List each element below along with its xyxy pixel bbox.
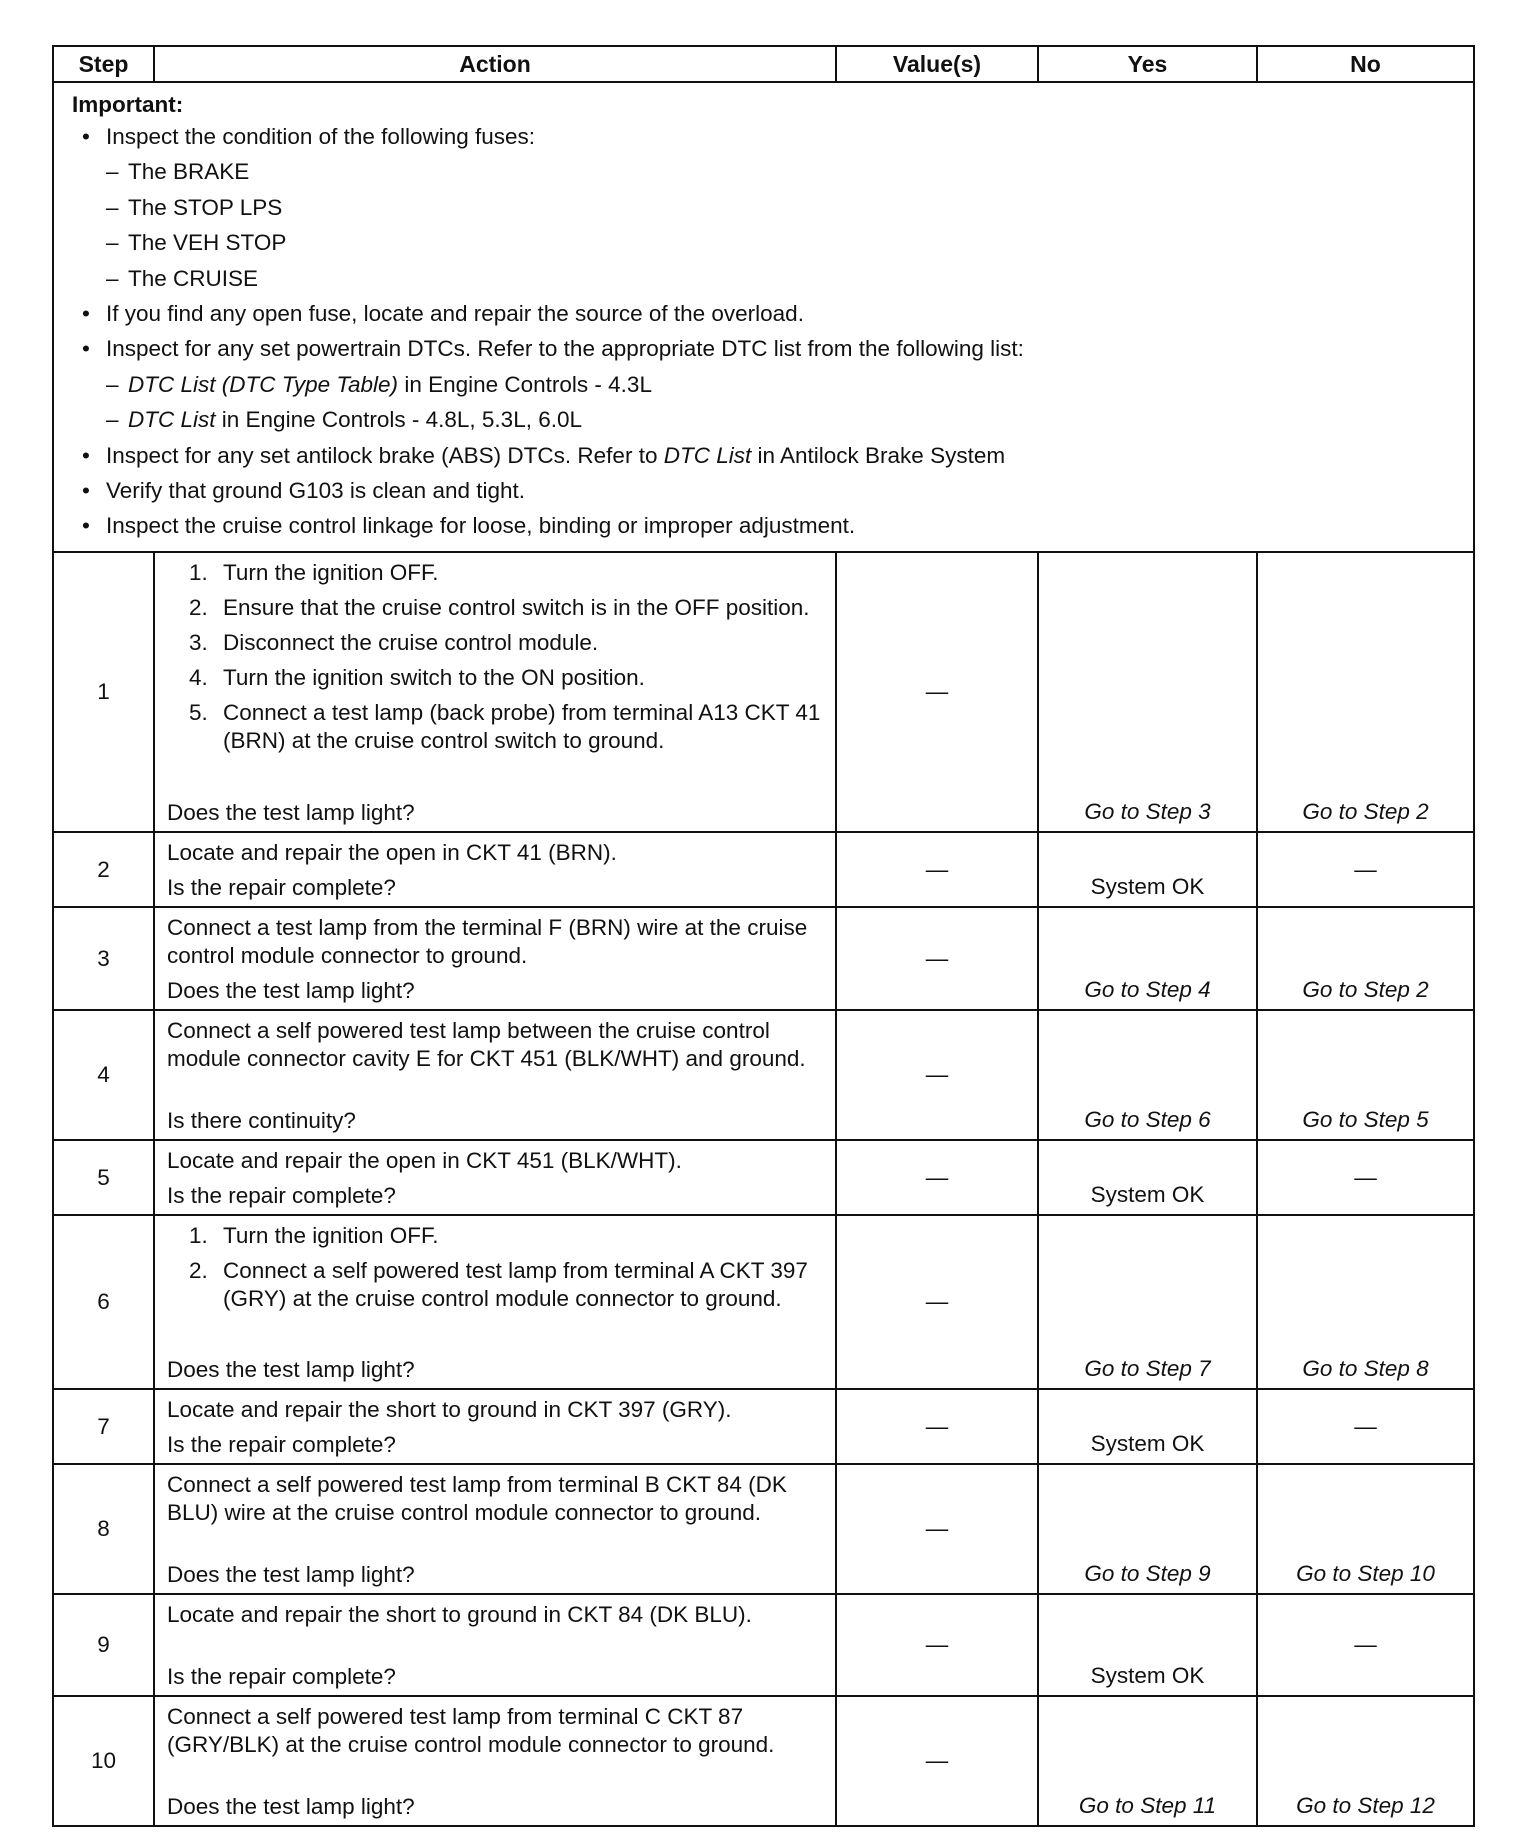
table-row bbox=[53, 552, 1474, 832]
step-number: 5 bbox=[53, 1140, 154, 1215]
action-list bbox=[167, 559, 823, 755]
action-item-number: 5. bbox=[189, 700, 208, 725]
step-number: 6 bbox=[53, 1215, 154, 1389]
action-content bbox=[155, 1595, 835, 1695]
action-item-number: 1. bbox=[189, 560, 208, 585]
yes-result: Go to Step 6 bbox=[1038, 1010, 1257, 1140]
action-text: Locate and repair the short to ground in CKT 397 (GRY). bbox=[167, 1397, 732, 1422]
linkage-note: • Inspect the cruise control linkage for loose, binding or improper adjustment. bbox=[72, 508, 1459, 543]
action-question: Does the test lamp light? bbox=[167, 1562, 415, 1587]
action-item-text: Connect a test lamp (back probe) from terminal A13 CKT 41 (BRN) at the cruise control switch to ground. bbox=[223, 700, 821, 753]
no-result: Go to Step 5 bbox=[1257, 1010, 1474, 1140]
important-cell bbox=[53, 82, 1474, 552]
action-item bbox=[167, 1222, 823, 1250]
no-result: — bbox=[1257, 1140, 1474, 1215]
action-question: Is the repair complete? bbox=[167, 1664, 396, 1689]
action-item-number: 1. bbox=[189, 1223, 208, 1248]
action-question: Does the test lamp light? bbox=[167, 800, 415, 825]
action-header: Action bbox=[154, 46, 836, 82]
action-instructions bbox=[167, 1147, 823, 1175]
action-question: Does the test lamp light? bbox=[167, 1357, 415, 1382]
action-item-text: Ensure that the cruise control switch is in the OFF position. bbox=[223, 595, 810, 620]
action-question: Is the repair complete? bbox=[167, 875, 396, 900]
step-number: 1 bbox=[53, 552, 154, 832]
action-cell bbox=[154, 1389, 836, 1464]
table-row bbox=[53, 1140, 1474, 1215]
action-cell bbox=[154, 1140, 836, 1215]
dtc-list bbox=[106, 367, 1459, 438]
dtc-intro: Inspect for any set powertrain DTCs. Refer to the appropriate DTC list from the following list: bbox=[106, 336, 1024, 362]
action-instructions bbox=[167, 914, 823, 970]
action-item bbox=[167, 664, 823, 692]
table-row bbox=[53, 1215, 1474, 1389]
table-row bbox=[53, 1696, 1474, 1826]
action-list bbox=[167, 1222, 823, 1313]
step-number: 8 bbox=[53, 1464, 154, 1594]
action-content bbox=[155, 908, 835, 1009]
action-cell bbox=[154, 907, 836, 1010]
diagnostic-table bbox=[52, 45, 1475, 1827]
yes-header: Yes bbox=[1038, 46, 1257, 82]
action-item-text: Turn the ignition switch to the ON position. bbox=[223, 665, 645, 690]
value-cell: — bbox=[836, 1594, 1038, 1696]
value-cell: — bbox=[836, 1464, 1038, 1594]
action-content bbox=[155, 833, 835, 906]
value-cell: — bbox=[836, 1140, 1038, 1215]
fuse-item: – The BRAKE bbox=[106, 154, 1459, 189]
abs-ref: DTC List bbox=[663, 442, 752, 468]
action-item-text: Connect a self powered test lamp from terminal A CKT 397 (GRY) at the cruise control module connector to ground. bbox=[223, 1258, 808, 1311]
no-result: Go to Step 2 bbox=[1257, 907, 1474, 1010]
action-item-text: Turn the ignition OFF. bbox=[223, 560, 439, 585]
value-cell: — bbox=[836, 832, 1038, 907]
action-item bbox=[167, 594, 823, 622]
action-text: Connect a test lamp from the terminal F (BRN) wire at the cruise control module connector to ground. bbox=[167, 915, 808, 968]
ground-note: • Verify that ground G103 is clean and tight. bbox=[72, 473, 1459, 508]
step-number: 7 bbox=[53, 1389, 154, 1464]
action-content bbox=[155, 1141, 835, 1214]
abs-post: in Antilock Brake System bbox=[751, 442, 1006, 468]
action-content bbox=[155, 1216, 835, 1388]
action-instructions bbox=[167, 1703, 823, 1759]
action-question: Does the test lamp light? bbox=[167, 1794, 415, 1819]
no-header: No bbox=[1257, 46, 1474, 82]
dtc-ref-rest: in Engine Controls - 4.3L bbox=[398, 371, 652, 397]
action-content bbox=[155, 1697, 835, 1825]
header-row bbox=[53, 46, 1474, 82]
no-result: — bbox=[1257, 1594, 1474, 1696]
table-row bbox=[53, 1389, 1474, 1464]
no-result: — bbox=[1257, 832, 1474, 907]
action-instructions bbox=[167, 1601, 823, 1629]
table-row bbox=[53, 1010, 1474, 1140]
action-text: Locate and repair the short to ground in CKT 84 (DK BLU). bbox=[167, 1602, 752, 1627]
action-instructions bbox=[167, 1471, 823, 1527]
action-item-number: 2. bbox=[189, 595, 208, 620]
value-cell: — bbox=[836, 1389, 1038, 1464]
table-row bbox=[53, 907, 1474, 1010]
action-item-text: Disconnect the cruise control module. bbox=[223, 630, 599, 655]
value-cell: — bbox=[836, 1696, 1038, 1826]
yes-result: Go to Step 4 bbox=[1038, 907, 1257, 1010]
action-instructions bbox=[167, 839, 823, 867]
action-cell bbox=[154, 552, 836, 832]
action-cell bbox=[154, 1464, 836, 1594]
dtc-ref-title: DTC List (DTC Type Table) bbox=[128, 371, 399, 397]
value-cell: — bbox=[836, 1215, 1038, 1389]
action-text: Connect a self powered test lamp from terminal B CKT 84 (DK BLU) wire at the cruise control module connector to ground. bbox=[167, 1472, 787, 1525]
table-row bbox=[53, 832, 1474, 907]
yes-result: System OK bbox=[1038, 832, 1257, 907]
dtc-ref-4-3l bbox=[106, 367, 1459, 402]
yes-result: System OK bbox=[1038, 1140, 1257, 1215]
action-cell bbox=[154, 1594, 836, 1696]
open-fuse-note: • If you find any open fuse, locate and repair the source of the overload. bbox=[72, 296, 1459, 331]
value-cell: — bbox=[836, 552, 1038, 832]
action-item-number: 3. bbox=[189, 630, 208, 655]
no-result: Go to Step 10 bbox=[1257, 1464, 1474, 1594]
dtc-ref-rest: in Engine Controls - 4.8L, 5.3L, 6.0L bbox=[215, 407, 582, 433]
step-number: 10 bbox=[53, 1696, 154, 1826]
action-content bbox=[155, 1011, 835, 1139]
action-content bbox=[155, 1390, 835, 1463]
action-item bbox=[167, 1257, 823, 1313]
action-question: Is the repair complete? bbox=[167, 1183, 396, 1208]
important-label: Important: bbox=[72, 92, 184, 117]
value-cell: — bbox=[836, 907, 1038, 1010]
list-item bbox=[72, 119, 1459, 296]
fuse-item: – The CRUISE bbox=[106, 261, 1459, 296]
step-header: Step bbox=[53, 46, 154, 82]
action-question: Does the test lamp light? bbox=[167, 978, 415, 1003]
no-result: Go to Step 2 bbox=[1257, 552, 1474, 832]
action-instructions bbox=[167, 559, 823, 762]
yes-result: Go to Step 11 bbox=[1038, 1696, 1257, 1826]
action-item bbox=[167, 699, 823, 755]
no-result: Go to Step 8 bbox=[1257, 1215, 1474, 1389]
action-item-number: 4. bbox=[189, 665, 208, 690]
action-text: Locate and repair the open in CKT 41 (BRN). bbox=[167, 840, 617, 865]
values-header: Value(s) bbox=[836, 46, 1038, 82]
yes-result: System OK bbox=[1038, 1594, 1257, 1696]
no-result: — bbox=[1257, 1389, 1474, 1464]
yes-result: Go to Step 7 bbox=[1038, 1215, 1257, 1389]
fuse-item: – The VEH STOP bbox=[106, 225, 1459, 260]
action-item-number: 2. bbox=[189, 1258, 208, 1283]
fuse-list bbox=[106, 154, 1459, 296]
action-question: Is there continuity? bbox=[167, 1108, 356, 1133]
step-number: 3 bbox=[53, 907, 154, 1010]
yes-result: Go to Step 9 bbox=[1038, 1464, 1257, 1594]
yes-result: System OK bbox=[1038, 1389, 1257, 1464]
action-item bbox=[167, 629, 823, 657]
action-item bbox=[167, 559, 823, 587]
important-list bbox=[72, 119, 1459, 544]
abs-note bbox=[72, 438, 1459, 473]
action-content bbox=[155, 553, 835, 831]
abs-pre: Inspect for any set antilock brake (ABS) DTCs. Refer to bbox=[106, 442, 664, 468]
action-text: Locate and repair the open in CKT 451 (BLK/WHT). bbox=[167, 1148, 682, 1173]
no-result: Go to Step 12 bbox=[1257, 1696, 1474, 1826]
value-cell: — bbox=[836, 1010, 1038, 1140]
action-cell bbox=[154, 1696, 836, 1826]
action-item-text: Turn the ignition OFF. bbox=[223, 1223, 439, 1248]
step-number: 9 bbox=[53, 1594, 154, 1696]
action-text: Connect a self powered test lamp between the cruise control module connector cavity E for CKT 451 (BLK/WHT) and ground. bbox=[167, 1018, 806, 1071]
dtc-ref-4-8l bbox=[106, 402, 1459, 437]
table-row bbox=[53, 1464, 1474, 1594]
important-row bbox=[53, 82, 1474, 552]
list-item bbox=[72, 331, 1459, 437]
yes-result: Go to Step 3 bbox=[1038, 552, 1257, 832]
table-row bbox=[53, 1594, 1474, 1696]
action-content bbox=[155, 1465, 835, 1593]
action-question: Is the repair complete? bbox=[167, 1432, 396, 1457]
action-instructions bbox=[167, 1017, 823, 1073]
fuses-intro: Inspect the condition of the following fuses: bbox=[106, 124, 536, 149]
action-cell bbox=[154, 1010, 836, 1140]
action-cell bbox=[154, 1215, 836, 1389]
action-cell bbox=[154, 832, 836, 907]
action-instructions bbox=[167, 1222, 823, 1320]
action-text: Connect a self powered test lamp from terminal C CKT 87 (GRY/BLK) at the cruise control module connector to ground. bbox=[167, 1704, 775, 1757]
step-number: 4 bbox=[53, 1010, 154, 1140]
action-instructions bbox=[167, 1396, 823, 1424]
fuse-item: – The STOP LPS bbox=[106, 190, 1459, 225]
dtc-ref-title: DTC List bbox=[128, 407, 216, 433]
step-number: 2 bbox=[53, 832, 154, 907]
